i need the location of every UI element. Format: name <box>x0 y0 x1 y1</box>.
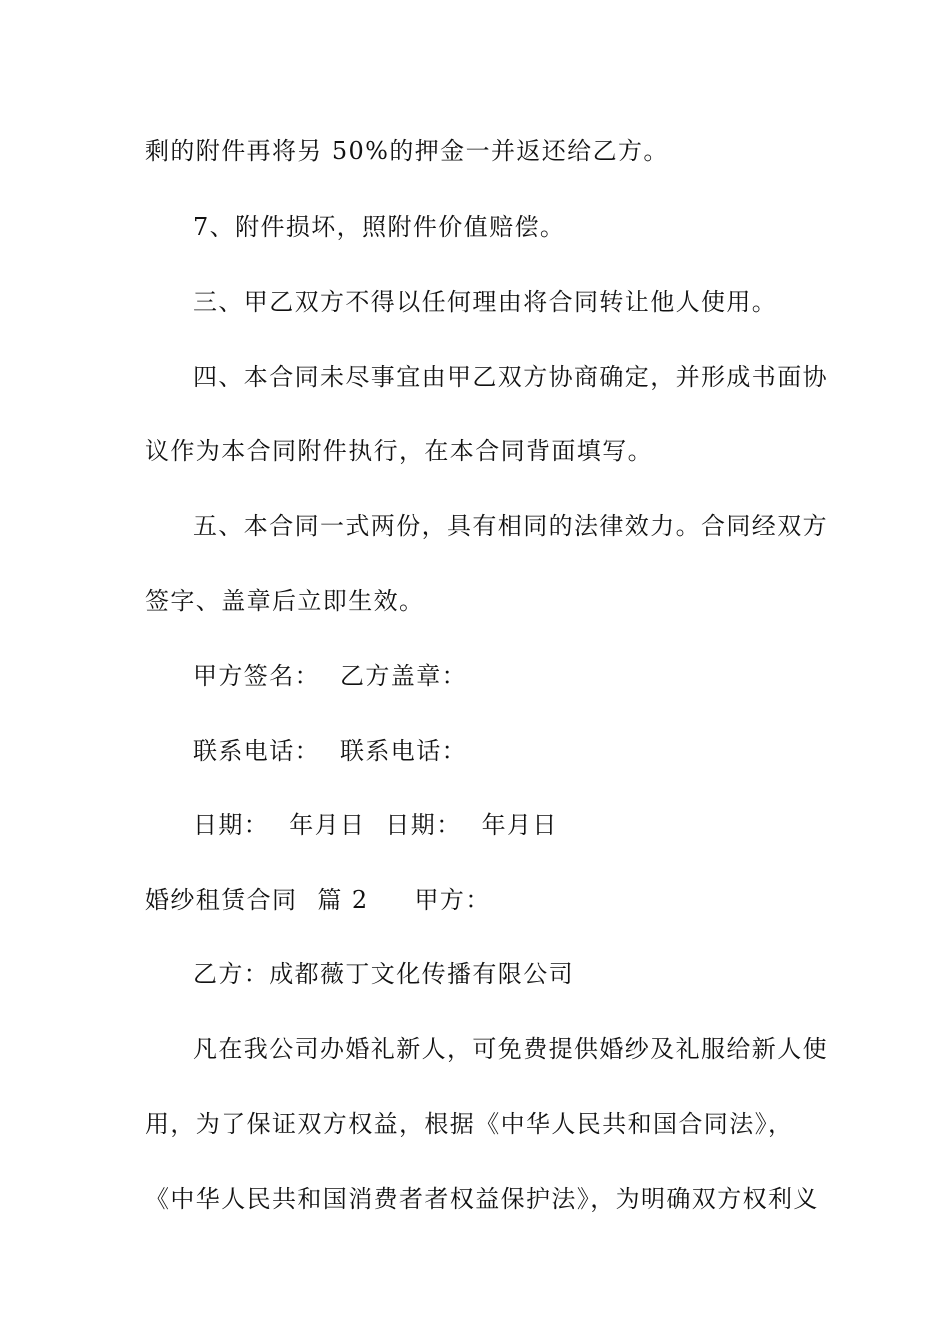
party-b-seal-label: 乙方盖章： <box>340 662 467 690</box>
date-a-label: 日期： <box>193 811 270 839</box>
signature-row <box>193 661 467 691</box>
date-b-label: 日期： <box>385 811 462 839</box>
phone-a-label: 联系电话： <box>193 737 320 765</box>
phone-b-label: 联系电话： <box>340 737 467 765</box>
clause-5-line-2: 签字、盖章后立即生效。 <box>145 587 425 615</box>
section-2-heading <box>145 885 491 915</box>
clause-4-line-1: 四、本合同未尽事宜由甲乙双方协商确定，并形成书面协 <box>193 363 828 391</box>
paragraph-line: 剩的附件再将另 50%的押金一并返还给乙方。 <box>145 137 669 165</box>
date-b-value: 年月日 <box>481 811 558 839</box>
body-line-3: 《中华人民共和国消费者者权益保护法》，为明确双方权利义 <box>145 1185 819 1213</box>
section-2-part: 篇 2 <box>317 886 369 914</box>
phone-row <box>193 736 467 766</box>
date-row <box>193 810 558 840</box>
clause-3: 三、甲乙双方不得以任何理由将合同转让他人使用。 <box>193 288 778 316</box>
date-a-value: 年月日 <box>289 811 366 839</box>
clause-5-line-1: 五、本合同一式两份，具有相同的法律效力。合同经双方 <box>193 512 828 540</box>
clause-4-line-2: 议作为本合同附件执行，在本合同背面填写。 <box>145 437 653 465</box>
body-line-1: 凡在我公司办婚礼新人，可免费提供婚纱及礼服给新人使 <box>193 1035 828 1063</box>
clause-7: 7、附件损坏，照附件价值赔偿。 <box>193 213 566 241</box>
section-2-party-b: 乙方：成都薇丁文化传播有限公司 <box>193 960 574 988</box>
section-2-party-a: 甲方： <box>414 886 491 914</box>
body-line-2: 用，为了保证双方权益，根据《中华人民共和国合同法》， <box>145 1110 794 1138</box>
section-2-title: 婚纱租赁合同 <box>145 886 298 914</box>
party-a-sign-label: 甲方签名： <box>193 662 320 690</box>
